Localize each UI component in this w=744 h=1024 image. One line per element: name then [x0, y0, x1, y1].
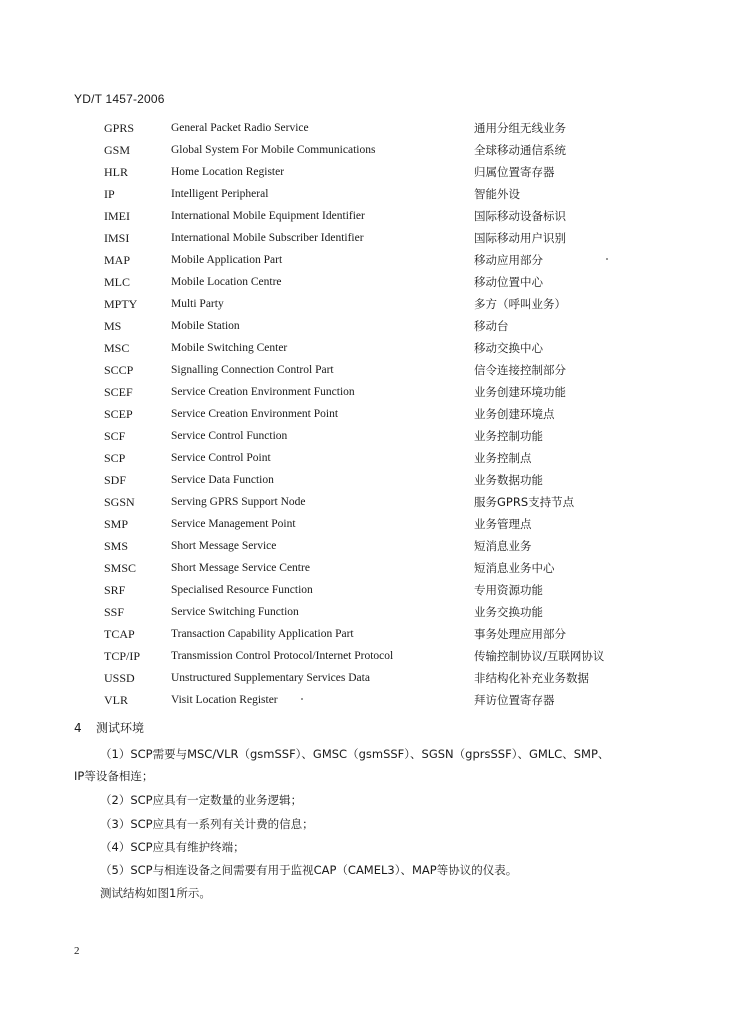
abbreviation-english: Unstructured Supplementary Services Data: [171, 672, 370, 684]
abbreviation-english: Short Message Service: [171, 540, 277, 552]
abbreviation-english: Transaction Capability Application Part: [171, 628, 354, 640]
abbreviation-row: [0, 293, 744, 315]
abbreviation-chinese: 移动位置中心: [474, 275, 543, 289]
abbreviation-chinese: 非结构化补充业务数据: [474, 671, 589, 685]
abbreviation-code: SMSC: [104, 561, 137, 575]
paragraph-1-line-1: （1）SCP需要与MSC/VLR（gsmSSF）、GMSC（gsmSSF）、SGSN（gprsSSF）、GMLC、SMP、: [100, 747, 610, 761]
abbreviation-row: [0, 601, 744, 623]
abbreviation-chinese: 国际移动用户识别: [474, 231, 566, 245]
abbreviation-code: USSD: [104, 671, 135, 685]
abbreviation-english: General Packet Radio Service: [171, 122, 309, 134]
abbreviation-code: VLR: [104, 693, 128, 707]
abbreviation-chinese: 多方（呼叫业务）: [474, 297, 566, 311]
abbreviation-chinese: 短消息业务: [474, 539, 532, 553]
paragraph-2: （2）SCP应具有一定数量的业务逻辑；: [100, 793, 303, 807]
abbreviation-code: MAP: [104, 253, 131, 267]
abbreviation-english: Service Control Function: [171, 430, 288, 442]
abbreviation-row: [0, 337, 744, 359]
abbreviation-row: [0, 557, 744, 579]
abbreviation-code: MPTY: [104, 297, 138, 311]
abbreviation-code: SCEF: [104, 385, 133, 399]
abbreviation-english: Signalling Connection Control Part: [171, 364, 334, 376]
abbreviation-chinese: 拜访位置寄存器: [474, 693, 555, 707]
abbreviation-row: [0, 535, 744, 557]
standard-id-header: YD/T 1457-2006: [74, 92, 165, 106]
abbreviation-english: Serving GPRS Support Node: [171, 496, 306, 508]
abbreviation-row: [0, 447, 744, 469]
abbreviation-chinese: 全球移动通信系统: [474, 143, 566, 157]
abbreviation-english: Global System For Mobile Communications: [171, 144, 376, 156]
abbreviation-row: [0, 315, 744, 337]
abbreviation-english: Specialised Resource Function: [171, 584, 313, 596]
abbreviation-code: SRF: [104, 583, 126, 597]
abbreviation-code: SDF: [104, 473, 127, 487]
abbreviation-english: Multi Party: [171, 298, 224, 310]
abbreviation-row: [0, 161, 744, 183]
abbreviation-code: SGSN: [104, 495, 135, 509]
abbreviation-code: SCCP: [104, 363, 134, 377]
paragraph-5: （5）SCP与相连设备之间需要有用于监视CAP（CAMEL3）、MAP等协议的仪表。: [100, 863, 518, 877]
section-heading: [74, 719, 144, 736]
abbreviation-english: Intelligent Peripheral: [171, 188, 269, 200]
abbreviation-row: [0, 645, 744, 667]
abbreviation-chinese: 通用分组无线业务: [474, 121, 566, 135]
abbreviation-english: Service Control Point: [171, 452, 271, 464]
abbreviation-english: Short Message Service Centre: [171, 562, 310, 574]
abbreviation-english: Service Switching Function: [171, 606, 299, 618]
paragraph-3: （3）SCP应具有一系列有关计费的信息；: [100, 817, 314, 831]
abbreviation-chinese: 业务控制点: [474, 451, 532, 465]
abbreviation-english: Mobile Station: [171, 320, 240, 332]
abbreviation-code: MS: [104, 319, 122, 333]
abbreviation-code: SMS: [104, 539, 129, 553]
abbreviation-chinese: 业务数据功能: [474, 473, 543, 487]
abbreviation-row: [0, 579, 744, 601]
abbreviation-english: Service Management Point: [171, 518, 296, 530]
abbreviation-code: IP: [104, 187, 115, 201]
abbreviation-chinese: 移动应用部分: [474, 253, 543, 267]
abbreviation-code: GPRS: [104, 121, 135, 135]
abbreviation-english: Visit Location Register: [171, 694, 278, 706]
paragraph-1-line-2: IP等设备相连；: [74, 769, 154, 783]
section-number: 4: [74, 721, 82, 735]
abbreviation-code: SCEP: [104, 407, 133, 421]
abbreviation-english: Mobile Location Centre: [171, 276, 282, 288]
abbreviation-row: [0, 667, 744, 689]
abbreviation-code: SCP: [104, 451, 126, 465]
abbreviation-code: SSF: [104, 605, 125, 619]
abbreviation-list: [0, 117, 744, 711]
abbreviation-chinese: 移动交换中心: [474, 341, 543, 355]
abbreviation-chinese: 国际移动设备标识: [474, 209, 566, 223]
abbreviation-code: SMP: [104, 517, 129, 531]
abbreviation-english: Service Data Function: [171, 474, 274, 486]
abbreviation-chinese: 业务交换功能: [474, 605, 543, 619]
abbreviation-row: [0, 249, 744, 271]
abbreviation-row: [0, 469, 744, 491]
abbreviation-row: [0, 359, 744, 381]
abbreviation-row: [0, 271, 744, 293]
abbreviation-english: International Mobile Subscriber Identifier: [171, 232, 364, 244]
abbreviation-code: IMEI: [104, 209, 130, 223]
abbreviation-code: SCF: [104, 429, 126, 443]
abbreviation-code: MLC: [104, 275, 131, 289]
abbreviation-code: TCAP: [104, 627, 135, 641]
page-number: 2: [74, 945, 80, 957]
abbreviation-code: MSC: [104, 341, 130, 355]
abbreviation-chinese: 业务创建环境点: [474, 407, 555, 421]
abbreviation-chinese: 事务处理应用部分: [474, 627, 566, 641]
scan-speck: [606, 258, 608, 260]
abbreviation-row: [0, 425, 744, 447]
abbreviation-row: [0, 403, 744, 425]
abbreviation-english: Mobile Switching Center: [171, 342, 288, 354]
abbreviation-row: [0, 513, 744, 535]
abbreviation-chinese: 服务GPRS支持节点: [474, 495, 575, 509]
abbreviation-english: International Mobile Equipment Identifier: [171, 210, 365, 222]
abbreviation-row: [0, 183, 744, 205]
abbreviation-chinese: 传输控制协议/互联网协议: [474, 649, 605, 663]
abbreviation-chinese: 短消息业务中心: [474, 561, 555, 575]
abbreviation-chinese: 信令连接控制部分: [474, 363, 566, 377]
abbreviation-row: [0, 139, 744, 161]
paragraph-4: （4）SCP应具有维护终端；: [100, 840, 245, 854]
abbreviation-english: Home Location Register: [171, 166, 285, 178]
abbreviation-chinese: 专用资源功能: [474, 583, 543, 597]
abbreviation-row: [0, 689, 744, 711]
abbreviation-row: [0, 381, 744, 403]
abbreviation-row: [0, 623, 744, 645]
abbreviation-chinese: 移动台: [474, 319, 509, 333]
abbreviation-row: [0, 227, 744, 249]
abbreviation-code: TCP/IP: [104, 649, 141, 663]
abbreviation-code: IMSI: [104, 231, 130, 245]
abbreviation-english: Mobile Application Part: [171, 254, 283, 266]
abbreviation-row: [0, 491, 744, 513]
abbreviation-english: Service Creation Environment Point: [171, 408, 339, 420]
abbreviation-chinese: 业务管理点: [474, 517, 532, 531]
abbreviation-chinese: 智能外设: [474, 187, 520, 201]
abbreviation-chinese: 业务控制功能: [474, 429, 543, 443]
abbreviation-row: [0, 205, 744, 227]
scan-speck: [301, 698, 303, 700]
abbreviation-chinese: 归属位置寄存器: [474, 165, 555, 179]
abbreviation-english: Transmission Control Protocol/Internet Protocol: [171, 650, 394, 662]
abbreviation-chinese: 业务创建环境功能: [474, 385, 566, 399]
abbreviation-english: Service Creation Environment Function: [171, 386, 355, 398]
abbreviation-code: HLR: [104, 165, 128, 179]
abbreviation-code: GSM: [104, 143, 131, 157]
section-title-text: 测试环境: [96, 721, 145, 735]
abbreviation-row: [0, 117, 744, 139]
paragraph-6: 测试结构如图1所示。: [100, 886, 211, 900]
